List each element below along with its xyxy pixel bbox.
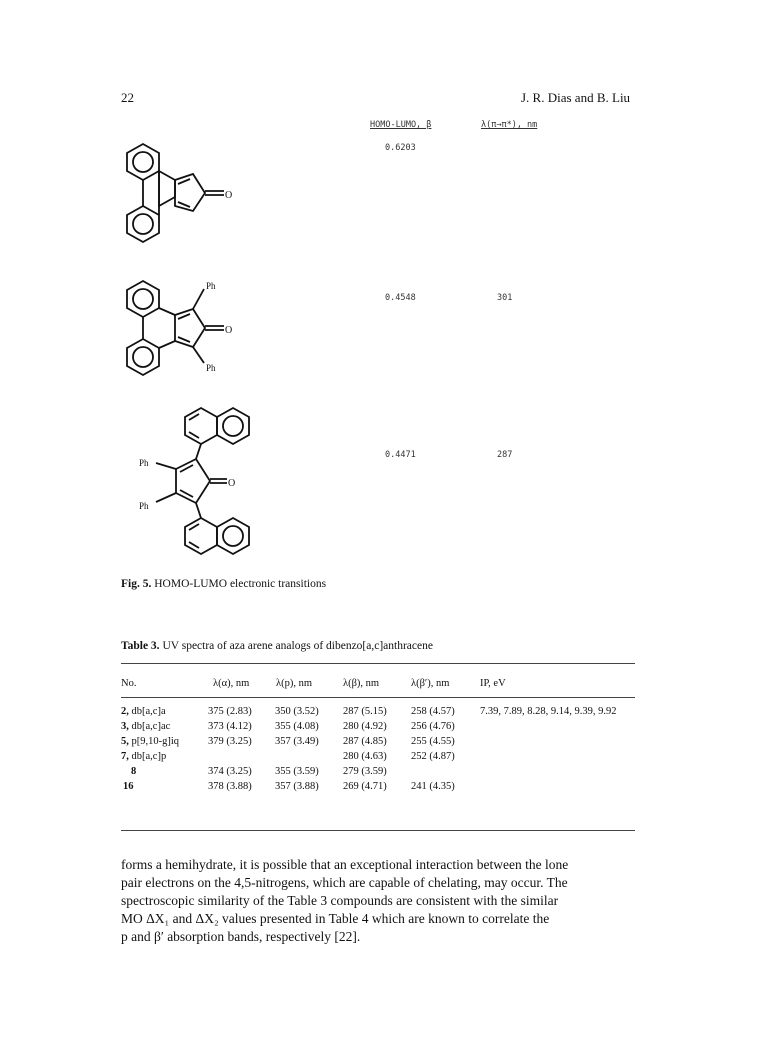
table-header: λ(β), nm (343, 678, 380, 689)
table-cell: 252 (4.87) (411, 751, 455, 762)
oxygen-label: O (225, 190, 233, 201)
table-cell: 373 (4.12) (208, 721, 252, 732)
paragraph-line: p and β′ absorption bands, respectively [22]. (121, 929, 361, 944)
table-caption-label: Table 3. (121, 640, 160, 652)
table-header: No. (121, 678, 137, 689)
table-cell: 7.39, 7.89, 8.28, 9.14, 9.39, 9.92 (480, 706, 617, 717)
table-cell-no: 3, db[a,c]ac (121, 721, 171, 732)
table-cell: 357 (3.49) (275, 736, 319, 747)
homo-lumo-value: 0.4471 (385, 450, 416, 460)
table-cell: 269 (4.71) (343, 781, 387, 792)
table-cell: 378 (3.88) (208, 781, 252, 792)
phenyl-label: Ph (139, 458, 149, 468)
table-caption-text: UV spectra of aza arene analogs of dibenzo[a,c]anthracene (162, 640, 433, 652)
table-cell-no: 8 (131, 766, 137, 777)
table-cell: 280 (4.92) (343, 721, 387, 732)
homo-lumo-column-header: HOMO-LUMO, β (370, 120, 432, 130)
lambda-value: 301 (497, 293, 513, 303)
table-cell: 357 (3.88) (275, 781, 319, 792)
running-head: J. R. Dias and B. Liu (521, 90, 631, 105)
table-header-rule (121, 697, 635, 698)
body-paragraph (121, 856, 635, 946)
oxygen-label: O (228, 478, 236, 489)
table-cell-no: 2, db[a,c]a (121, 706, 166, 717)
table-cell: 287 (4.85) (343, 736, 387, 747)
table-header: λ(p), nm (276, 678, 313, 689)
table-header: λ(β′), nm (411, 678, 450, 689)
oxygen-label: O (225, 325, 233, 336)
phenyl-label: Ph (206, 281, 216, 291)
paragraph-line: forms a hemihydrate, it is possible that an exceptional interaction between the lone (121, 857, 569, 872)
table-cell: 350 (3.52) (275, 706, 319, 717)
table-cell: 375 (2.83) (208, 706, 252, 717)
table-cell: 379 (3.25) (208, 736, 252, 747)
table-cell-no: 16 (123, 781, 134, 792)
phenyl-label: Ph (206, 363, 216, 373)
table-bottom-rule (121, 830, 635, 831)
figure-caption (121, 578, 326, 590)
table-cell: 241 (4.35) (411, 781, 455, 792)
table-top-rule (121, 663, 635, 664)
fluorenone-structure-1 (118, 140, 248, 250)
table-cell: 355 (4.08) (275, 721, 319, 732)
lambda-value: 287 (497, 450, 513, 460)
table-cell: 255 (4.55) (411, 736, 455, 747)
cyclopentadienone-structure-3 (138, 403, 278, 573)
table-header: IP, eV (480, 678, 506, 689)
homo-lumo-value: 0.6203 (385, 143, 416, 153)
table-cell: 256 (4.76) (411, 721, 455, 732)
lambda-column-header: λ(π→π*), nm (481, 120, 538, 130)
table-header: λ(α), nm (213, 678, 250, 689)
fluorenone-structure-2 (118, 275, 248, 385)
paragraph-line: spectroscopic similarity of the Table 3 compounds are consistent with the similar (121, 893, 559, 908)
table-cell: 258 (4.57) (411, 706, 455, 717)
figure-caption-label: Fig. 5. (121, 578, 152, 590)
table-cell-no: 7, db[a,c]p (121, 751, 167, 762)
table-cell: 280 (4.63) (343, 751, 387, 762)
figure-caption-text: HOMO-LUMO electronic transitions (154, 578, 327, 590)
table-cell: 287 (5.15) (343, 706, 387, 717)
homo-lumo-value: 0.4548 (385, 293, 416, 303)
table-cell-no: 5, p[9,10-g]iq (121, 736, 180, 747)
table-cell: 279 (3.59) (343, 766, 387, 777)
page-number: 22 (121, 90, 134, 105)
phenyl-label: Ph (139, 501, 149, 511)
table-cell: 355 (3.59) (275, 766, 319, 777)
paragraph-line: MO ΔX₁ and ΔX₂ values presented in Table 4 which are known to correlate the (121, 911, 550, 926)
paragraph-line: pair electrons on the 4,5-nitrogens, which are capable of chelating, may occur. The (121, 875, 568, 890)
table-caption (121, 640, 433, 652)
table-cell: 374 (3.25) (208, 766, 252, 777)
